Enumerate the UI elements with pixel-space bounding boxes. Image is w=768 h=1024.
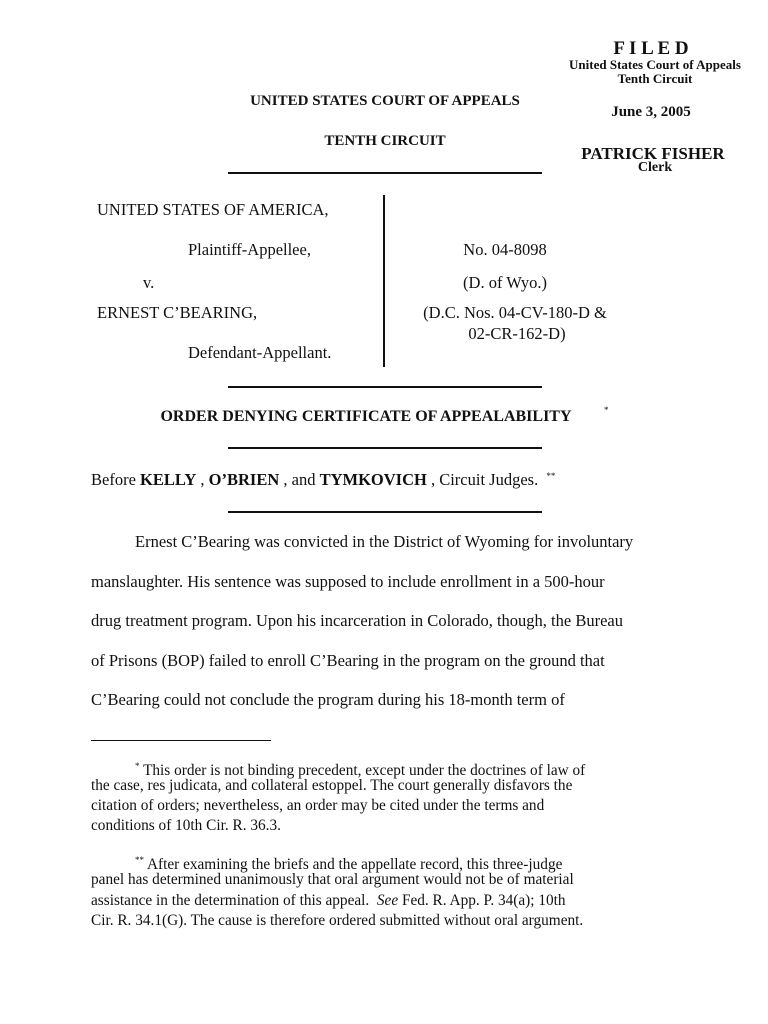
footnote-line: citation of orders; nevertheless, an order may be cited under the terms and	[91, 797, 545, 814]
footnote-mark: *	[135, 761, 140, 771]
footnote-line: conditions of 10th Cir. R. 36.3.	[91, 817, 281, 834]
divider	[228, 511, 542, 513]
footnote-mark: *	[604, 405, 609, 415]
stamp-court: United States Court of Appeals	[569, 57, 741, 72]
body-line: Ernest C’Bearing was convicted in the District of Wyoming for involuntary	[135, 532, 634, 551]
separator: , and	[283, 470, 316, 489]
divider	[228, 447, 542, 449]
plaintiff: UNITED STATES OF AMERICA,	[97, 200, 329, 219]
footnote-mark: **	[546, 470, 556, 481]
defendant-role: Defendant-Appellant.	[188, 343, 332, 362]
order-title: ORDER DENYING CERTIFICATE OF APPEALABILITY	[160, 408, 572, 425]
clerk-name: PATRICK FISHER	[581, 144, 725, 163]
case-number: No. 04-8098	[463, 240, 547, 259]
signal-see: See	[376, 892, 399, 909]
judge-kelly: KELLY	[140, 470, 197, 489]
body-line: of Prisons (BOP) failed to enroll C’Bearing in the program on the ground that	[91, 651, 605, 670]
versus: v.	[143, 273, 155, 292]
footnote-line	[91, 891, 566, 912]
footnote-line: panel has determined unanimously that oral argument would not be of material	[91, 871, 574, 888]
dc-numbers-2: 02-CR-162-D)	[468, 324, 566, 343]
dc-numbers-1: (D.C. Nos. 04-CV-180-D &	[423, 303, 607, 322]
before-label: Before	[91, 470, 136, 489]
footnote-mark: **	[135, 855, 144, 865]
defendant: ERNEST C’BEARING,	[97, 303, 258, 322]
divider	[228, 172, 542, 174]
body-line: manslaughter. His sentence was supposed to include enrollment in a 500-hour	[91, 572, 605, 591]
court-heading: UNITED STATES COURT OF APPEALS	[250, 93, 520, 109]
filed-label: F I L E D	[613, 38, 689, 59]
judge-tymkovich: TYMKOVICH	[319, 470, 427, 489]
footnote-line: the case, res judicata, and collateral estoppel. The court generally disfavors the	[91, 777, 573, 794]
separator: ,	[200, 470, 205, 489]
filed-date: June 3, 2005	[611, 104, 691, 120]
district: (D. of Wyo.)	[463, 273, 547, 292]
circuit-heading: TENTH CIRCUIT	[324, 133, 446, 149]
plaintiff-role: Plaintiff-Appellee,	[188, 240, 311, 259]
footnote-text: This order is not binding precedent, except under the doctrines of law of	[143, 762, 586, 780]
body-line: C’Bearing could not conclude the program during his 18-month term of	[91, 690, 565, 709]
footnote-line: Cir. R. 34.1(G). The cause is therefore ordered submitted without oral argument.	[91, 912, 584, 929]
panel-line	[91, 470, 555, 490]
judge-obrien: O’BRIEN	[208, 470, 280, 489]
footnote-text: Fed. R. App. P. 34(a); 10th	[398, 892, 566, 909]
footnote-text: assistance in the determination of this appeal.	[91, 892, 377, 909]
stamp-circuit: Tenth Circuit	[617, 71, 693, 86]
footnote-text: After examining the briefs and the appellate record, this three-judge	[146, 856, 563, 874]
body-line: drug treatment program. Upon his incarceration in Colorado, though, the Bureau	[91, 611, 623, 630]
divider	[228, 386, 542, 388]
caption-divider	[383, 195, 385, 367]
clerk-title: Clerk	[637, 160, 673, 175]
footnote-rule	[91, 740, 271, 741]
judges-suffix: , Circuit Judges.	[430, 470, 539, 489]
